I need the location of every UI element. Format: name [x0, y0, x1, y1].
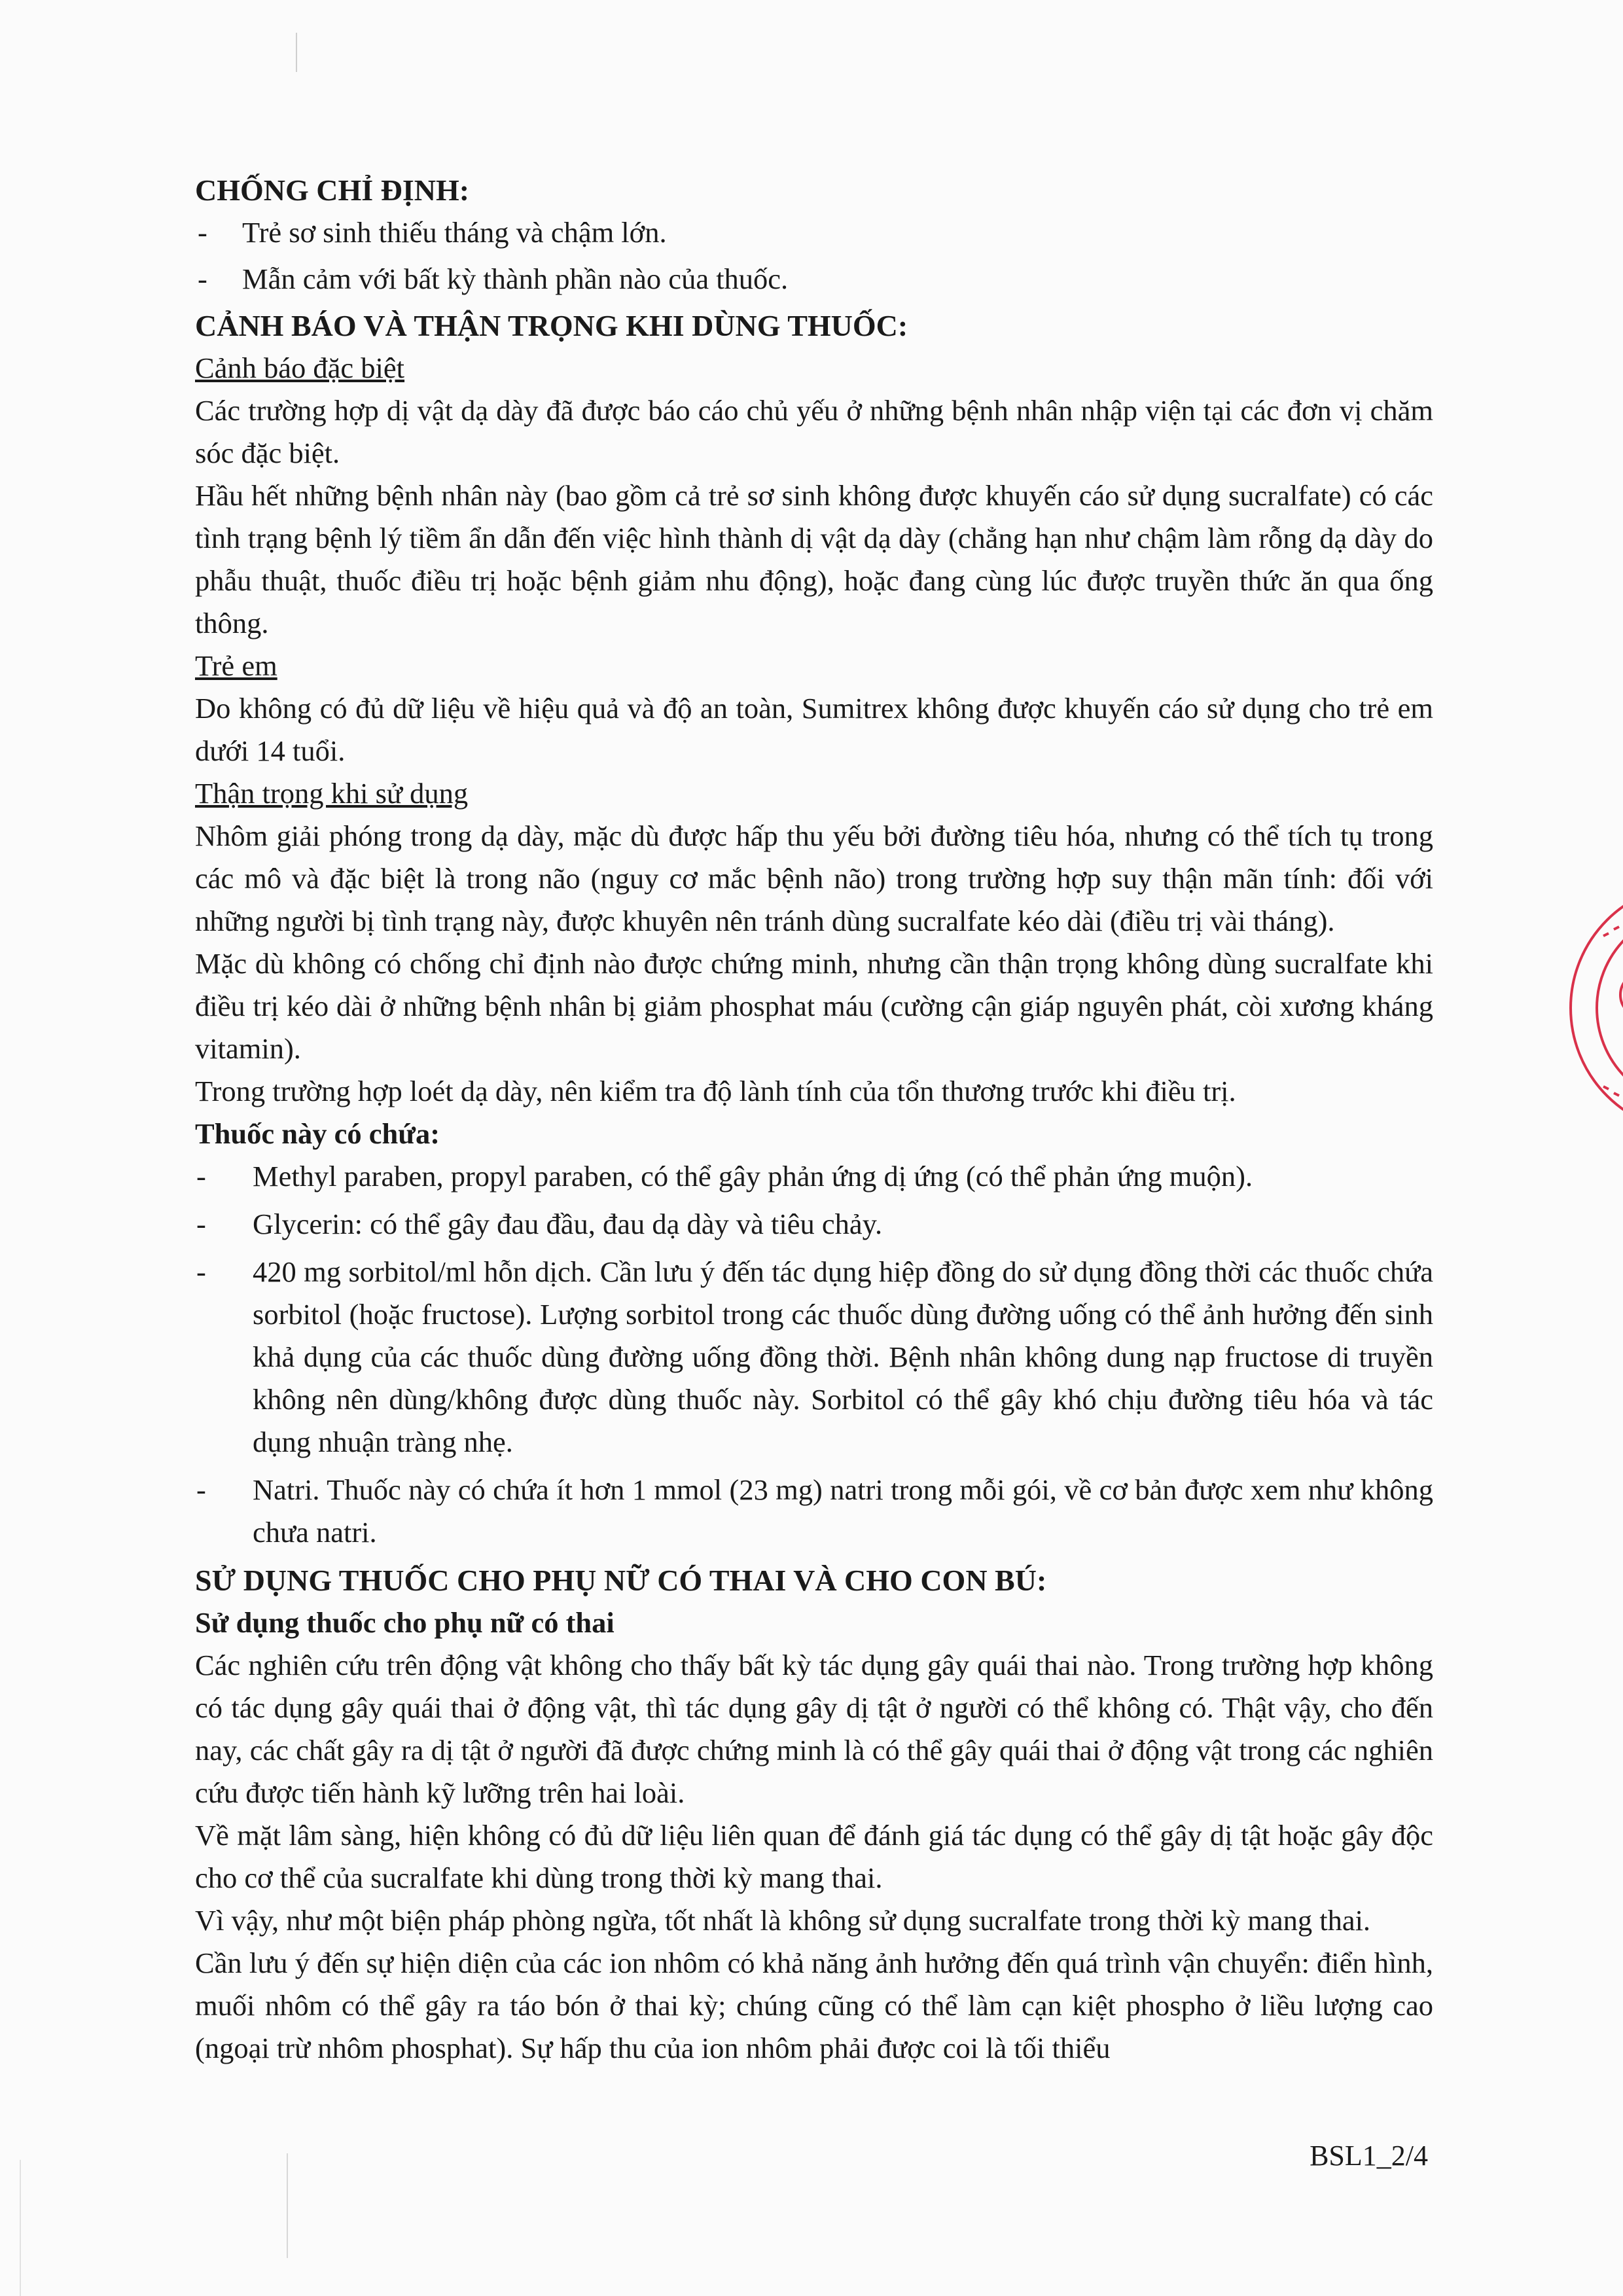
paragraph: Hầu hết những bệnh nhân này (bao gồm cả trẻ sơ sinh không được khuyến cáo sử dụng sucralfate) có các tình trạng bệnh lý tiềm ẩn dẫn đến việc hình thành dị vật dạ dày (chẳng hạn như chậm làm rỗng dạ dày do phẫu thuật, thuốc điều trị hoặc bệnh giảm nhu động), hoặc đang cùng lúc được truyền thức ăn qua ống thông.	[195, 479, 1433, 639]
paragraph: Nhôm giải phóng trong dạ dày, mặc dù được hấp thu yếu bởi đường tiêu hóa, nhưng có thể tích tụ trong các mô và đặc biệt là trong não (nguy cơ mắc bệnh não) trong trường hợp suy thận mãn tính: đối với những người bị tình trạng này, được khuyên nên tránh dùng sucralfate kéo dài (điều trị vài tháng).	[195, 819, 1433, 937]
paragraph: Các trường hợp dị vật dạ dày đã được báo cáo chủ yếu ở những bệnh nhân nhập viện tại các đơn vị chăm sóc đặc biệt.	[195, 394, 1433, 469]
list-item: - Mẫn cảm với bất kỳ thành phần nào của thuốc.	[195, 258, 1433, 300]
paragraph: Cần lưu ý đến sự hiện diện của các ion nhôm có khả năng ảnh hưởng đến quá trình vận chuyển: điển hình, muối nhôm có thể gây ra táo bón ở thai kỳ; chúng cũng có thể làm cạn kiệt phospho ở liều lượng cao (ngoại trừ nhôm phosphat). Sự hấp thu của ion nhôm phải được coi là tối thiểu	[195, 1946, 1433, 2064]
paragraph: Mặc dù không có chống chỉ định nào được chứng minh, nhưng cần thận trọng không dùng sucralfate khi điều trị kéo dài ở những bệnh nhân bị giảm phosphat máu (cường cận giáp nguyên phát, còi xương kháng vitamin).	[195, 947, 1433, 1065]
scan-artifact-line	[296, 33, 297, 72]
paragraph: Trong trường hợp loét dạ dày, nên kiểm tra độ lành tính của tổn thương trước khi điều trị.	[195, 1075, 1236, 1107]
list-item: - Methyl paraben, propyl paraben, có thể gây phản ứng dị ứng (có thể phản ứng muộn).	[195, 1155, 1433, 1198]
section-heading: CHỐNG CHỈ ĐỊNH:	[195, 173, 470, 207]
scan-artifact-line	[287, 2153, 288, 2258]
subheading-caution: Thận trọng khi sử dụng	[195, 777, 469, 810]
contraindications-list	[195, 211, 1433, 300]
paragraph: Do không có đủ dữ liệu về hiệu quả và độ an toàn, Sumitrex không được khuyến cáo sử dụng cho trẻ em dưới 14 tuổi.	[195, 692, 1433, 767]
stamp-icon	[1564, 864, 1623, 1152]
paragraph: Vì vậy, như một biện pháp phòng ngừa, tốt nhất là không sử dụng sucralfate trong thời kỳ mang thai.	[195, 1904, 1371, 1937]
page-number: BSL1_2/4	[1310, 2140, 1428, 2172]
subheading-children: Trẻ em	[195, 649, 277, 682]
subheading-special-warning: Cảnh báo đặc biệt	[195, 351, 405, 384]
subheading-pregnancy: Sử dụng thuốc cho phụ nữ có thai	[195, 1606, 615, 1639]
section-contraindications	[195, 169, 1433, 300]
list-item: - Trẻ sơ sinh thiếu tháng và chậm lớn.	[195, 211, 1433, 254]
paragraph: Các nghiên cứu trên động vật không cho thấy bất kỳ tác dụng gây quái thai nào. Trong trường hợp không có tác dụng gây quái thai ở động vật, thì tác dụng gây dị tật ở người có thể không có. Thật vậy, cho đến nay, các chất gây ra dị tật ở người đã được chứng minh là có thể gây quái thai ở động vật trong các nghiên cứu được tiến hành kỹ lưỡng trên hai loài.	[195, 1649, 1433, 1809]
section-warnings	[195, 304, 1433, 1554]
subheading-contains: Thuốc này có chứa:	[195, 1117, 440, 1150]
contains-list	[195, 1155, 1433, 1554]
section-heading: SỬ DỤNG THUỐC CHO PHỤ NỮ CÓ THAI VÀ CHO CON BÚ:	[195, 1564, 1047, 1597]
paragraph: Về mặt lâm sàng, hiện không có đủ dữ liệu liên quan để đánh giá tác dụng có thể gây dị tật hoặc gây độc cho cơ thể của sucralfate khi dùng trong thời kỳ mang thai.	[195, 1819, 1433, 1894]
list-item: - 420 mg sorbitol/ml hỗn dịch. Cần lưu ý đến tác dụng hiệp đồng do sử dụng đồng thời các thuốc chứa sorbitol (hoặc fructose). Lượng sorbitol trong các thuốc dùng đường uống có thể ảnh hưởng đến sinh khả dụng của các thuốc dùng đường uống đồng thời. Bệnh nhân không dung nạp fructose di truyền không nên dùng/không được dùng thuốc này. Sorbitol có thể gây khó chịu đường tiêu hóa và tác dụng nhuận tràng nhẹ.	[195, 1251, 1433, 1463]
list-item: - Glycerin: có thể gây đau đầu, đau dạ dày và tiêu chảy.	[195, 1203, 1433, 1246]
list-item: - Natri. Thuốc này có chứa ít hơn 1 mmol (23 mg) natri trong mỗi gói, về cơ bản được xem như không chưa natri.	[195, 1469, 1433, 1554]
section-heading: CẢNH BÁO VÀ THẬN TRỌNG KHI DÙNG THUỐC:	[195, 309, 908, 342]
document-body	[195, 169, 1433, 2070]
section-pregnancy	[195, 1559, 1433, 2070]
scan-artifact-edge	[0, 2160, 21, 2296]
